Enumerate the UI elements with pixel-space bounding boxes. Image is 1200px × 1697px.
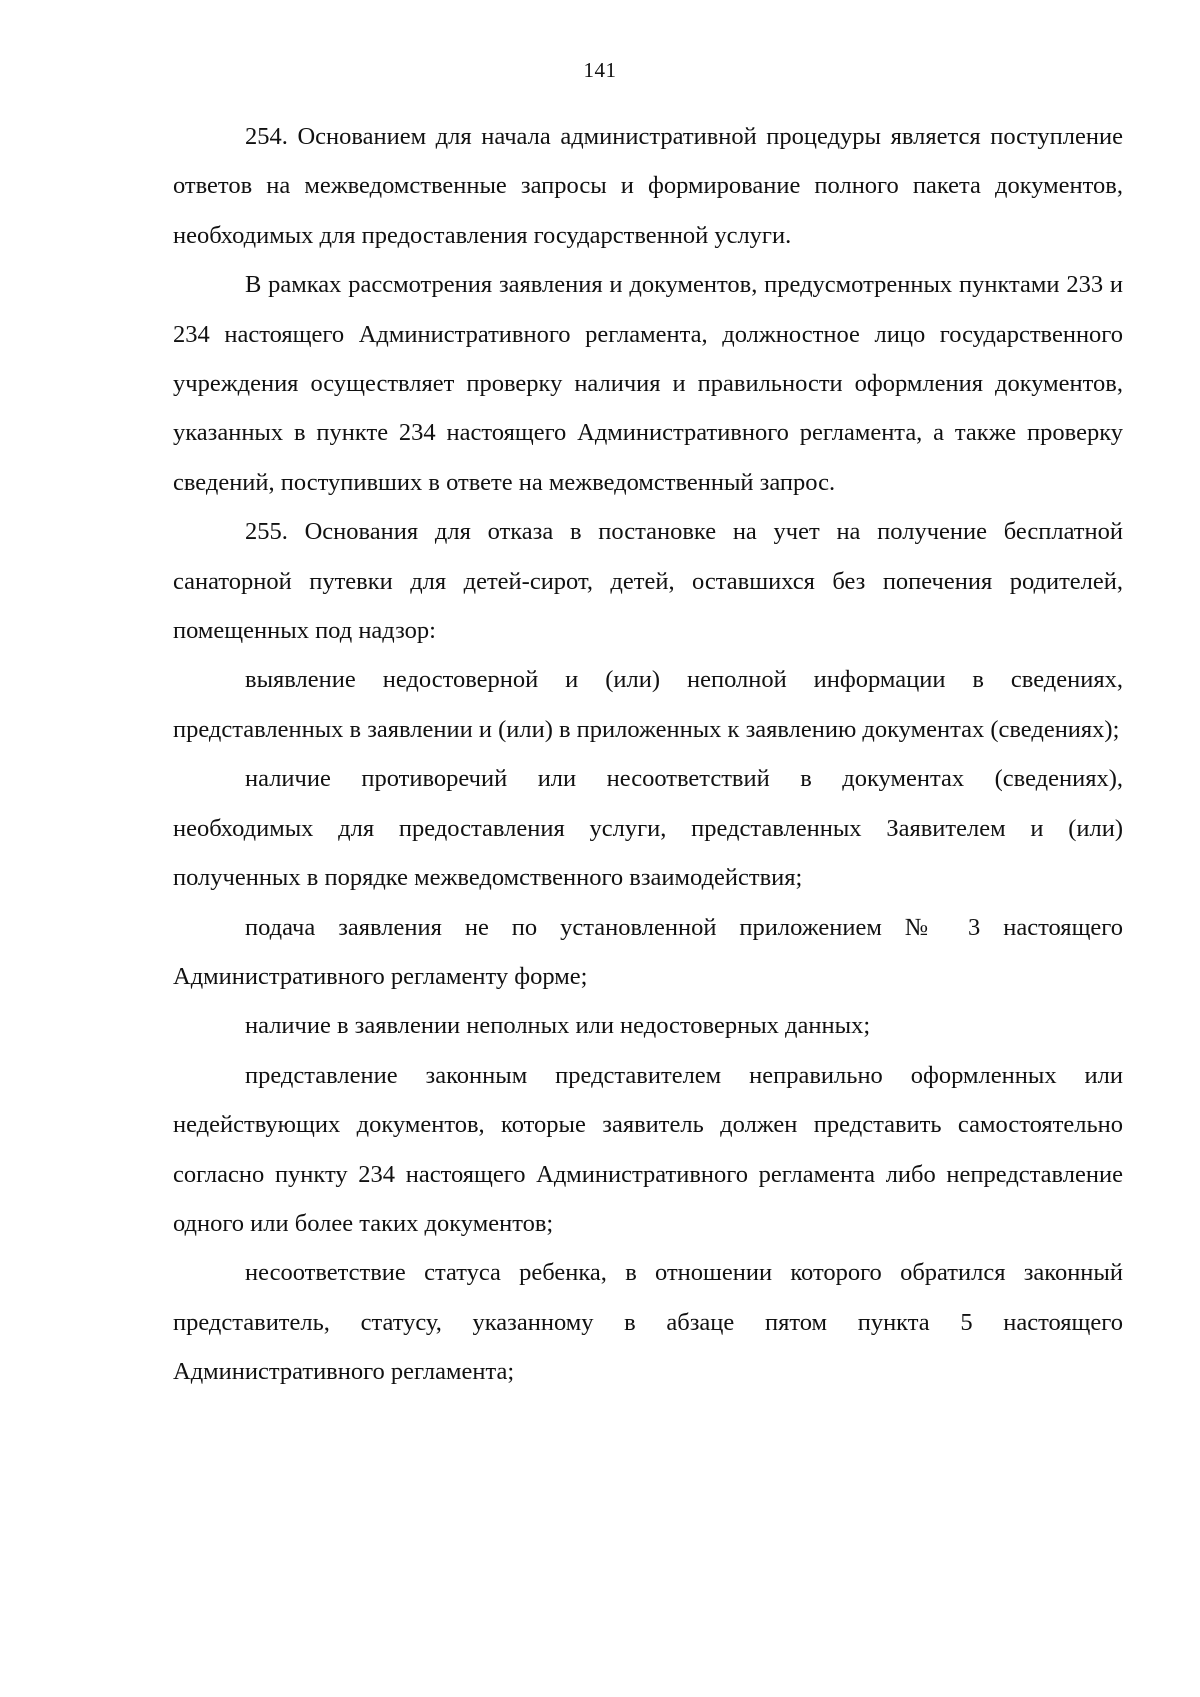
refusal-ground-item: несоответствие статуса ребенка, в отношении которого обратился законный представитель, статусу, указанному в абзаце пятом пункта 5 настоящего Административного регламента;: [173, 1259, 1123, 1386]
refusal-ground-item: подача заявления не по установленной приложением № 3 настоящего Административного регламенту форме;: [173, 913, 1123, 990]
refusal-ground-item: выявление недостоверной и (или) неполной информации в сведениях, представленных в заявлении и (или) в приложенных к заявлению документах (сведениях);: [173, 666, 1123, 743]
page-number: 141: [583, 58, 617, 82]
refusal-ground-item: наличие противоречий или несоответствий в документах (сведениях), необходимых для предоставления услуги, представленных Заявителем и (или) полученных в порядке межведомственного взаимодействия;: [173, 765, 1123, 892]
paragraph-255: 255. Основания для отказа в постановке на учет на получение бесплатной санаторной путевки для детей-сирот, детей, оставшихся без попечения родителей, помещенных под надзор:: [173, 518, 1123, 645]
paragraph-review-scope: В рамках рассмотрения заявления и документов, предусмотренных пунктами 233 и 234 настоящего Административного регламента, должностное лицо государственного учреждения осуществляет проверку наличия и правильности оформления документов, указанных в пункте 234 настоящего Административного регламента, а также проверку сведений, поступивших в ответе на межведомственный запрос.: [173, 271, 1123, 496]
refusal-ground-item: представление законным представителем неправильно оформленных или недействующих документов, которые заявитель должен представить самостоятельно согласно пункту 234 настоящего Административного регламента либо непредставление одного или более таких документов;: [173, 1061, 1123, 1237]
paragraph-254: 254. Основанием для начала административной процедуры является поступление ответов на межведомственные запросы и формирование полного пакета документов, необходимых для предоставления государственной услуги.: [173, 123, 1123, 249]
refusal-ground-item: наличие в заявлении неполных или недостоверных данных;: [245, 1012, 871, 1040]
document-body: [173, 112, 1123, 1397]
